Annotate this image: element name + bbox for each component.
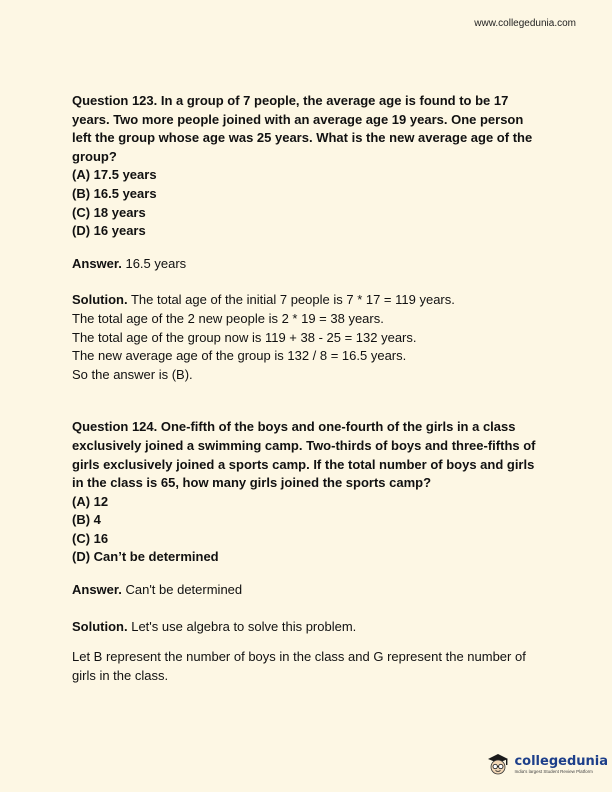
logo-tagline: India's largest Student Review Platform: [514, 769, 593, 774]
solution-text: Let's use algebra to solve this problem.: [127, 618, 357, 634]
answer-label: Answer.: [72, 582, 122, 598]
question-123-options: [72, 166, 542, 240]
question-123: Question 123. In a group of 7 people, the average age is found to be 17 years. Two more people joined with an average age 19 years. One person left the group whose age was 25 years. What is the new average age of the group?: [72, 93, 533, 164]
option-d: (D) Can’t be determined: [72, 549, 219, 565]
answer-124: [72, 581, 542, 600]
solution-label: Solution.: [72, 618, 128, 634]
option-c: (C) 16: [72, 530, 109, 546]
solution-123: [72, 291, 542, 384]
site-url[interactable]: www.collegedunia.com: [474, 18, 576, 29]
solution-line: So the answer is (B).: [72, 366, 193, 382]
collegedunia-logo: [486, 752, 608, 778]
logo-wordmark: collegedunia: [514, 754, 608, 769]
answer-text: 16.5 years: [121, 255, 187, 271]
answer-text: Can't be determined: [121, 582, 243, 598]
solution-124: [72, 618, 542, 637]
solution-line: The total age of the 2 new people is 2 * 19 = 38 years.: [72, 310, 384, 326]
option-a: (A) 12: [72, 493, 109, 509]
page-content: [72, 92, 542, 698]
solution-label: Solution.: [72, 292, 128, 308]
option-b: (B) 4: [72, 512, 101, 528]
option-c: (C) 18 years: [72, 204, 146, 220]
solution-paragraph: Let B represent the number of boys in the class and G represent the number of girls in the class.: [72, 649, 526, 683]
answer-label: Answer.: [72, 255, 122, 271]
question-124: Question 124. One-fifth of the boys and one-fourth of the girls in a class exclusively joined a swimming camp. Two-thirds of boys and three-fifths of girls exclusively joined a sports camp. If the total number of boys and girls in the class is 65, how many girls joined the sports camp?: [72, 419, 536, 491]
question-124-options: [72, 493, 542, 567]
answer-123: [72, 255, 542, 274]
graduate-mascot-icon: [486, 752, 510, 778]
solution-line: The new average age of the group is 132 / 8 = 16.5 years.: [72, 348, 407, 364]
option-d: (D) 16 years: [72, 223, 146, 239]
solution-line: The total age of the group now is 119 + 38 - 25 = 132 years.: [72, 329, 417, 345]
solution-line: The total age of the initial 7 people is 7 * 17 = 119 years.: [127, 292, 455, 308]
option-a: (A) 17.5 years: [72, 167, 157, 183]
option-b: (B) 16.5 years: [72, 185, 157, 201]
